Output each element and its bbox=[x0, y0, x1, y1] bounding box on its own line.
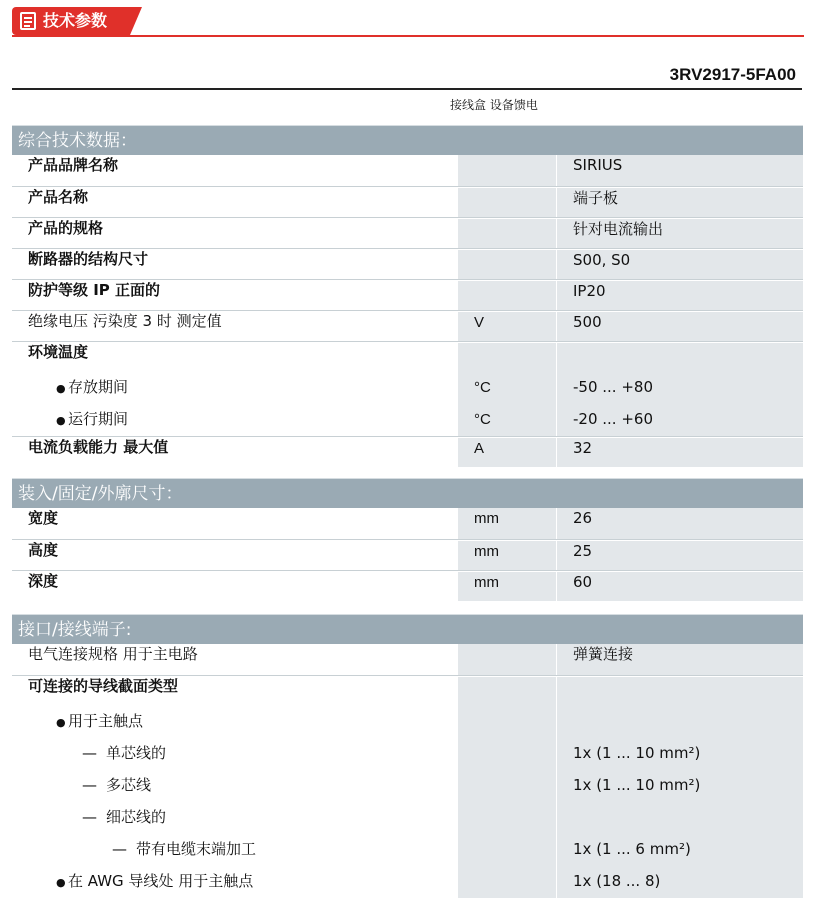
product-description: 接线盒 设备馈电 bbox=[450, 98, 538, 112]
row-unit bbox=[458, 249, 556, 279]
row-unit: V bbox=[458, 311, 556, 341]
section-title: 装入/固定/外廓尺寸： bbox=[12, 478, 803, 508]
row-value: 25 bbox=[557, 540, 803, 570]
section-dimensions bbox=[12, 478, 803, 601]
row-unit bbox=[458, 280, 556, 310]
section-connections bbox=[12, 614, 803, 898]
row-unit: °C bbox=[458, 372, 556, 404]
row-name: 宽度 bbox=[28, 509, 59, 527]
table-row bbox=[12, 706, 803, 738]
dash-icon bbox=[82, 744, 106, 762]
table-row bbox=[12, 186, 803, 217]
row-unit bbox=[458, 187, 556, 217]
row-value: 1x (1 ... 10 mm²) bbox=[557, 738, 803, 770]
table-row bbox=[12, 217, 803, 248]
row-unit: mm bbox=[458, 508, 556, 539]
row-value: 500 bbox=[557, 311, 803, 341]
table-row bbox=[12, 570, 803, 601]
row-unit: °C bbox=[458, 404, 556, 436]
row-name: 高度 bbox=[28, 541, 59, 559]
row-unit bbox=[458, 342, 556, 372]
row-name: 绝缘电压 污染度 3 时 测定值 bbox=[28, 312, 222, 330]
row-name: 断路器的结构尺寸 bbox=[28, 250, 149, 268]
table-row bbox=[12, 644, 803, 675]
row-name: 产品品牌名称 bbox=[28, 156, 119, 174]
row-value: IP20 bbox=[557, 280, 803, 310]
table-row bbox=[12, 404, 803, 436]
row-name: 产品名称 bbox=[28, 188, 89, 206]
table-row bbox=[12, 675, 803, 706]
row-name: 深度 bbox=[28, 572, 59, 590]
table-row bbox=[12, 279, 803, 310]
table-row bbox=[12, 539, 803, 570]
section-title: 接口/接线端子: bbox=[12, 614, 803, 644]
row-name: — 带有电缆末端加工 bbox=[12, 834, 458, 866]
table-row bbox=[12, 866, 803, 898]
table-row bbox=[12, 341, 803, 372]
bullet-icon bbox=[56, 410, 68, 428]
row-unit bbox=[458, 802, 556, 834]
row-value bbox=[557, 802, 803, 834]
row-value: 32 bbox=[557, 437, 803, 467]
table-row bbox=[12, 372, 803, 404]
row-name: — 多芯线 bbox=[12, 770, 458, 802]
row-value: 1x (1 ... 6 mm²) bbox=[557, 834, 803, 866]
row-value: 弹簧连接 bbox=[557, 644, 803, 675]
row-value bbox=[557, 706, 803, 738]
row-unit bbox=[458, 770, 556, 802]
row-value: 60 bbox=[557, 571, 803, 601]
table-row bbox=[12, 508, 803, 539]
divider bbox=[12, 88, 802, 90]
table-row bbox=[12, 738, 803, 770]
section-header bbox=[12, 7, 804, 37]
row-value: -50 ... +80 bbox=[557, 372, 803, 404]
row-unit bbox=[458, 834, 556, 866]
row-value: 1x (1 ... 10 mm²) bbox=[557, 770, 803, 802]
row-value bbox=[557, 342, 803, 372]
row-unit bbox=[458, 155, 556, 186]
bullet-icon bbox=[56, 378, 68, 396]
row-name: ● 在 AWG 导线处 用于主触点 bbox=[12, 866, 458, 898]
section-general bbox=[12, 125, 803, 467]
row-name: 产品的规格 bbox=[28, 219, 104, 237]
bullet-icon bbox=[56, 872, 68, 890]
row-name: ● 运行期间 bbox=[12, 404, 458, 436]
row-unit bbox=[458, 738, 556, 770]
header-title: 技术参数 bbox=[43, 11, 108, 30]
product-code: 3RV2917-5FA00 bbox=[669, 65, 796, 84]
row-value: 针对电流输出 bbox=[557, 218, 803, 248]
row-name: ● 存放期间 bbox=[12, 372, 458, 404]
row-name: 可连接的导线截面类型 bbox=[28, 677, 179, 695]
row-name: 电流负载能力 最大值 bbox=[28, 438, 169, 456]
row-unit: mm bbox=[458, 540, 556, 570]
table-row bbox=[12, 248, 803, 279]
row-name: 电气连接规格 用于主电路 bbox=[28, 645, 198, 663]
row-name: ● 用于主触点 bbox=[12, 706, 458, 738]
row-name: 防护等级 IP 正面的 bbox=[28, 281, 161, 299]
table-row bbox=[12, 155, 803, 186]
bullet-icon bbox=[56, 712, 68, 730]
dash-icon bbox=[112, 840, 136, 858]
row-value: S00, S0 bbox=[557, 249, 803, 279]
row-unit bbox=[458, 706, 556, 738]
table-row bbox=[12, 310, 803, 341]
row-unit bbox=[458, 676, 556, 706]
header-underline bbox=[12, 35, 804, 37]
row-name: — 细芯线的 bbox=[12, 802, 458, 834]
table-row bbox=[12, 802, 803, 834]
row-value: -20 ... +60 bbox=[557, 404, 803, 436]
table-row bbox=[12, 436, 803, 467]
header-tab bbox=[12, 7, 130, 35]
dash-icon bbox=[82, 808, 106, 826]
row-value bbox=[557, 676, 803, 706]
document-icon bbox=[20, 12, 36, 30]
row-value: 1x (18 ... 8) bbox=[557, 866, 803, 898]
row-value: 端子板 bbox=[557, 187, 803, 217]
row-unit bbox=[458, 218, 556, 248]
row-name: — 单芯线的 bbox=[12, 738, 458, 770]
dash-icon bbox=[82, 776, 106, 794]
row-unit: A bbox=[458, 437, 556, 467]
row-unit bbox=[458, 866, 556, 898]
row-value: 26 bbox=[557, 508, 803, 539]
row-unit bbox=[458, 644, 556, 675]
section-title: 综合技术数据： bbox=[12, 125, 803, 155]
row-value: SIRIUS bbox=[557, 155, 803, 186]
row-name: 环境温度 bbox=[28, 343, 89, 361]
row-unit: mm bbox=[458, 571, 556, 601]
table-row bbox=[12, 770, 803, 802]
table-row bbox=[12, 834, 803, 866]
